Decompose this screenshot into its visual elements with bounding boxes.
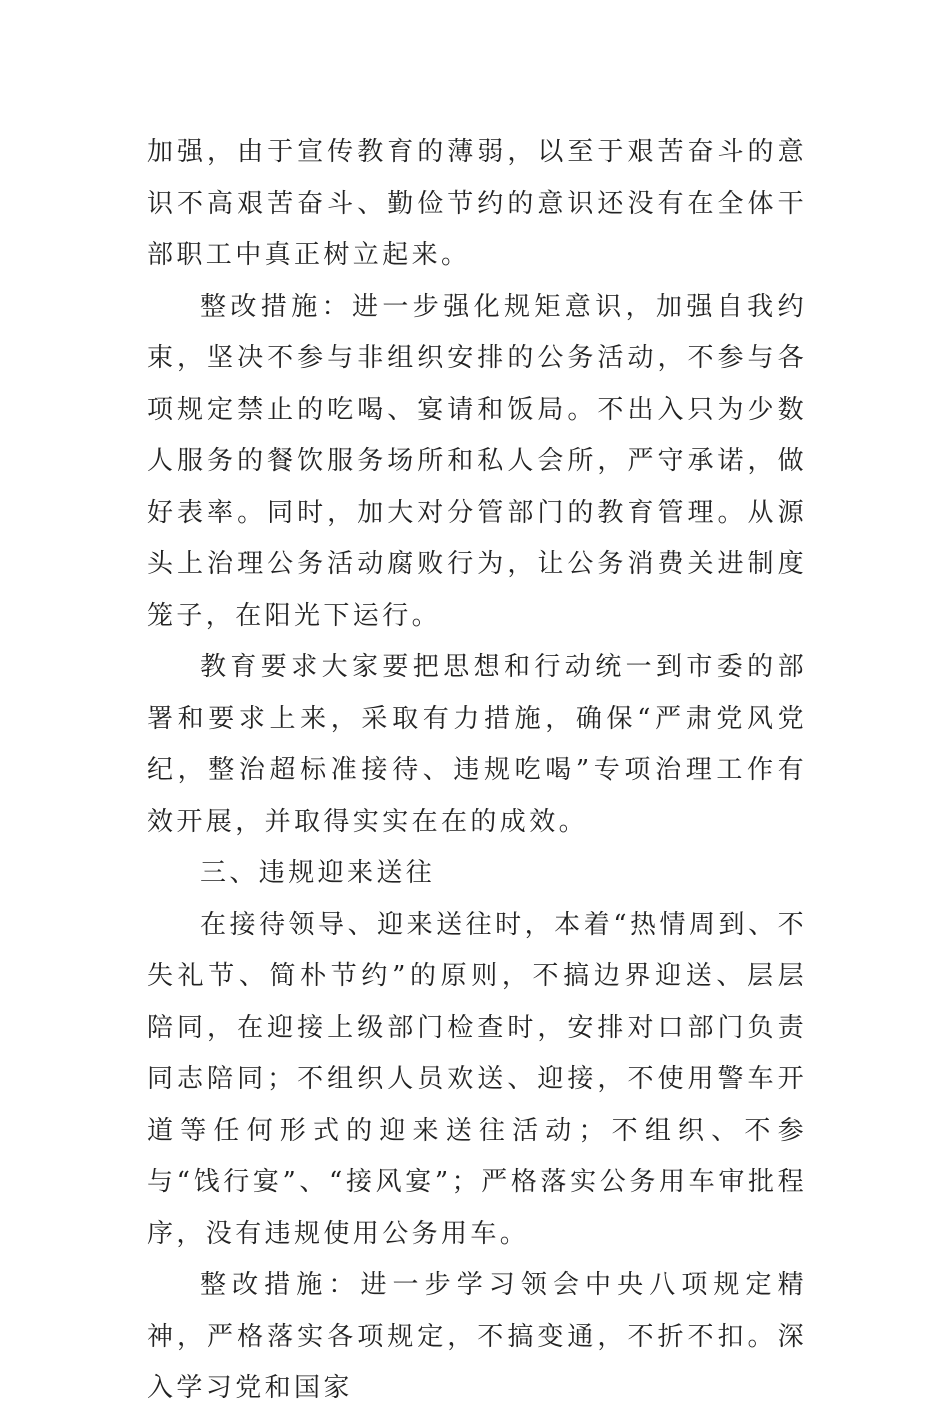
paragraph-rectification-measures: 整改措施：进一步强化规矩意识，加强自我约束，坚决不参与非组织安排的公务活动，不参与各项规定禁止的吃喝、宴请和饭局。不出入只为少数人服务的餐饮服务场所和私人会所，严守承诺，做好表率。同时，加大对分管部门的教育管理。从源头上治理公务活动腐败行为，让公务消费关进制度笼子，在阳光下运行。 (147, 291, 807, 631)
section-heading: 三、违规迎来送往 (200, 858, 436, 888)
document-body (147, 127, 807, 1415)
paragraph-continuation: 加强，由于宣传教育的薄弱，以至于艰苦奋斗的意识不高艰苦奋斗、勤俭节约的意识还没有在全体干部职工中真正树立起来。 (147, 137, 807, 270)
paragraph-reception: 在接待领导、迎来送往时，本着“热情周到、不失礼节、简朴节约”的原则，不搞边界迎送、层层陪同，在迎接上级部门检查时，安排对口部门负责同志陪同；不组织人员欢送、迎接，不使用警车开道等任何形式的迎来送往活动；不组织、不参与“饯行宴”、“接风宴”；严格落实公务用车审批程序，没有违规使用公务用车。 (147, 909, 807, 1249)
paragraph-education-requirement: 教育要求大家要把思想和行动统一到市委的部署和要求上来，采取有力措施，确保“严肃党风党纪，整治超标准接待、违规吃喝”专项治理工作有效开展，并取得实实在在的成效。 (147, 652, 807, 837)
paragraph-rectification-measures-2: 整改措施：进一步学习领会中央八项规定精神，严格落实各项规定，不搞变通，不折不扣。深入学习党和国家 (147, 1270, 807, 1403)
